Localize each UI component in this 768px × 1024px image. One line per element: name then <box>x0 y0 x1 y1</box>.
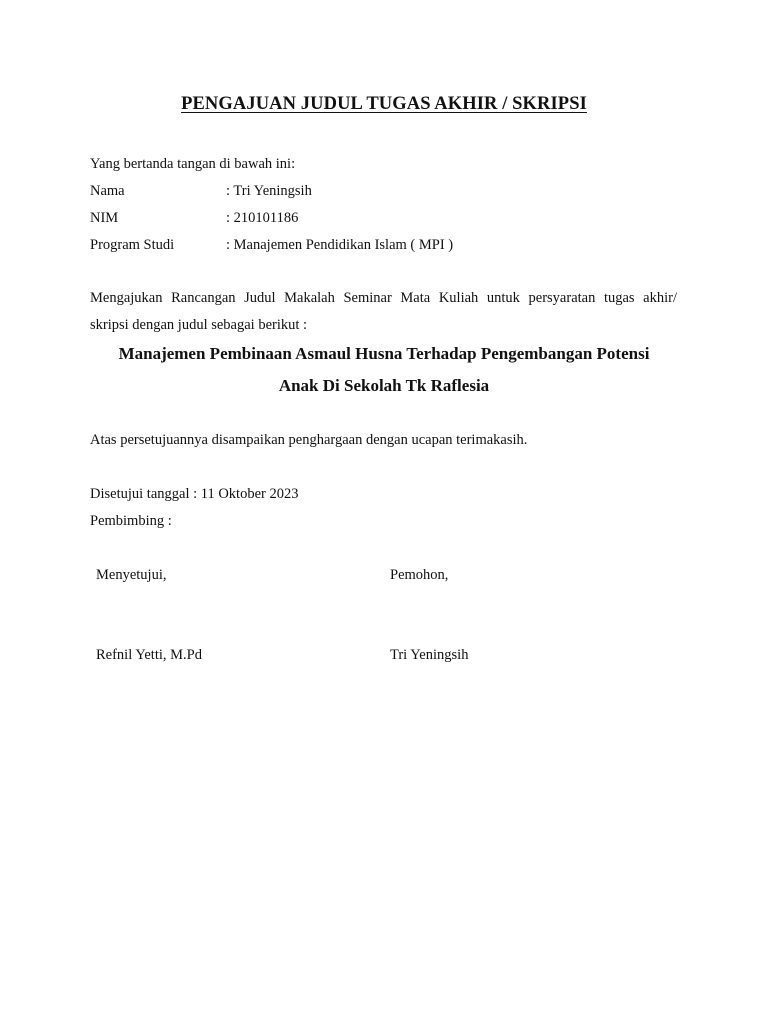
signature-left-name: Refnil Yetti, M.Pd <box>96 647 202 663</box>
field-label-name: Nama <box>90 183 125 199</box>
supervisor-label: Pembimbing : <box>90 513 172 529</box>
signature-right-label: Pemohon, <box>390 567 449 583</box>
field-label-program: Program Studi <box>90 237 175 253</box>
field-value-name: : Tri Yeningsih <box>226 183 312 199</box>
intro-text: Yang bertanda tangan di bawah ini: <box>90 156 296 172</box>
approval-date: Disetujui tanggal : 11 Oktober 2023 <box>90 486 299 502</box>
request-line-2: skripsi dengan judul sebagai berikut : <box>90 317 308 333</box>
document-title: PENGAJUAN JUDUL TUGAS AKHIR / SKRIPSI <box>181 94 587 114</box>
request-line-1: Mengajukan Rancangan Judul Makalah Seminar Mata Kuliah untuk persyaratan tugas akhir/ <box>90 290 677 306</box>
signature-left-label: Menyetujui, <box>96 567 167 583</box>
signature-right-name: Tri Yeningsih <box>390 647 469 663</box>
request-paragraph <box>90 285 677 339</box>
field-value-program: : Manajemen Pendidikan Islam ( MPI ) <box>226 237 454 253</box>
field-label-nim: NIM <box>90 210 119 226</box>
thesis-title-line-2: Anak Di Sekolah Tk Raflesia <box>278 376 490 395</box>
closing-text: Atas persetujuannya disampaikan penghargaan dengan ucapan terimakasih. <box>90 432 528 448</box>
thesis-title-line-1: Manajemen Pembinaan Asmaul Husna Terhadap Pengembangan Potensi <box>118 344 650 363</box>
field-value-nim: : 210101186 <box>226 210 299 226</box>
